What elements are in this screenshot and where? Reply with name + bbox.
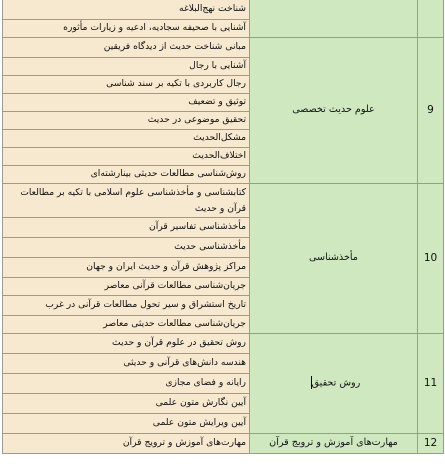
topic-cell[interactable]: تحقیق موضوعی در حدیث — [3, 112, 250, 130]
row-number[interactable] — [418, 0, 444, 38]
area-cell[interactable] — [250, 0, 418, 38]
topic-cell[interactable]: آیین ویرایش متون علمی — [3, 414, 250, 434]
area-cell[interactable] — [250, 334, 418, 434]
table-row — [3, 434, 444, 454]
topic-cell[interactable]: شناخت نهج‌البلاغه — [3, 0, 250, 20]
area-label: روش تحقیق — [311, 377, 361, 389]
topic-cell[interactable]: هندسه دانش‌های قرآنی و حدیثی — [3, 354, 250, 374]
topic-cell[interactable]: تاریخ استشراق و سیر تحول مطالعات قرآنی در غرب — [3, 296, 250, 316]
row-number[interactable]: 12 — [418, 434, 444, 454]
topic-cell[interactable]: مشکل‌الحدیث — [3, 130, 250, 148]
table-row — [3, 184, 444, 218]
topic-cell[interactable]: اختلاف‌الحدیث — [3, 148, 250, 166]
topic-cell[interactable]: مبانی شناخت حدیث از دیدگاه فریقین — [3, 38, 250, 58]
table-row — [3, 38, 444, 58]
row-number[interactable]: 11 — [418, 334, 444, 434]
topic-cell[interactable]: رایانه و فضای مجازی — [3, 374, 250, 394]
topic-cell[interactable]: کتابشناسی و مأخذشناسی علوم اسلامی با تکیه بر مطالعات قرآن و حدیث — [3, 184, 250, 218]
topic-cell[interactable]: توثیق و تضعیف — [3, 94, 250, 112]
topic-cell[interactable]: جریان‌شناسی مطالعات حدیثی معاصر — [3, 316, 250, 334]
topic-cell[interactable]: مهارت‌های آموزش و ترویج قرآن — [3, 434, 250, 454]
row-number[interactable]: 10 — [418, 184, 444, 334]
topic-cell[interactable]: رجال کاربردی با تکیه بر سند شناسی — [3, 76, 250, 94]
topic-cell[interactable]: مأخذشناسی حدیث — [3, 238, 250, 258]
topic-cell[interactable]: آیین نگارش متون علمی — [3, 394, 250, 414]
topic-cell[interactable]: روش‌شناسی مطالعات حدیثی بینارشته‌ای — [3, 166, 250, 184]
row-number[interactable]: 9 — [418, 38, 444, 184]
area-cell[interactable]: مأخذشناسی — [250, 184, 418, 334]
topic-cell[interactable]: آشنایی با صحیفه سجادیه، ادعیه و زیارات مأثوره — [3, 20, 250, 38]
table-row — [3, 334, 444, 354]
topic-cell[interactable]: مأخذشناسی تفاسیر قرآن — [3, 218, 250, 238]
topic-cell[interactable]: آشنایی با رجال — [3, 58, 250, 76]
area-cell[interactable]: علوم حدیث تخصصی — [250, 38, 418, 184]
curriculum-table — [2, 0, 444, 454]
topic-cell[interactable]: جریان‌شناسی مطالعات قرآنی معاصر — [3, 278, 250, 296]
table-row — [3, 0, 444, 20]
topic-cell[interactable]: مراکز پژوهش قرآن و حدیث ایران و جهان — [3, 258, 250, 278]
topic-cell[interactable]: روش تحقیق در علوم قرآن و حدیث — [3, 334, 250, 354]
area-cell[interactable]: مهارت‌های آموزش و ترویج قرآن — [250, 434, 418, 454]
